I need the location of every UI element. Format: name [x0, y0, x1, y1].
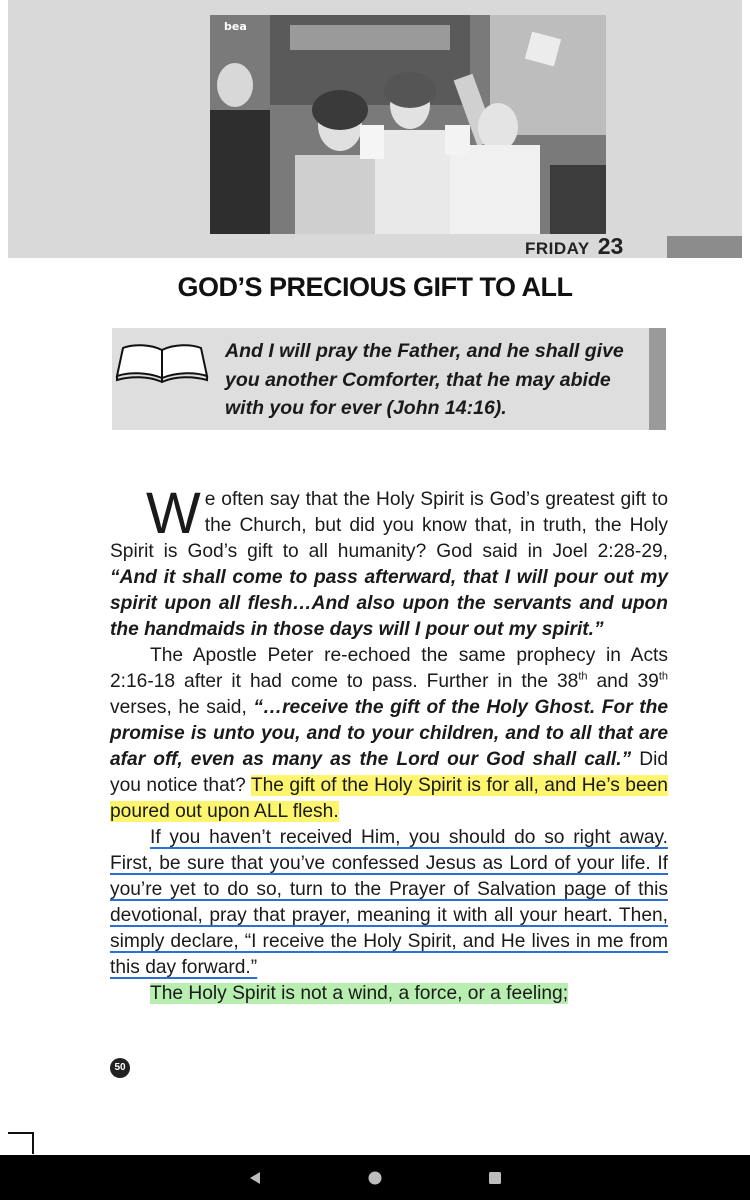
publisher-logo: bea	[224, 20, 247, 33]
date-label	[525, 233, 623, 263]
joel-quote: “And it shall come to pass afterward, that I will pour out my spirit upon all flesh…And also upon the servants and upon the handmaids in those days will I pour out my spirit.”	[110, 567, 668, 640]
crop-mark-bottom-vertical	[32, 1132, 34, 1154]
date-tab-bar	[667, 236, 742, 258]
header-photo	[210, 15, 606, 234]
drop-cap: W	[146, 481, 201, 546]
paragraph-2-text-b: and 39	[587, 671, 659, 692]
superscript-th: th	[578, 670, 588, 683]
day-number: 23	[597, 233, 624, 259]
scripture-verse: And I will pray the Father, and he shall give you another Comforter, that he may abide with you for ever (John 14:16).	[225, 340, 624, 419]
android-navigation-bar	[0, 1155, 750, 1200]
page-number-badge: 50	[110, 1058, 130, 1078]
verse-box-accent-bar	[649, 328, 666, 430]
nav-back-button[interactable]	[225, 1155, 285, 1200]
paragraph-3	[110, 825, 668, 981]
devotional-body	[110, 481, 669, 1007]
square-recents-icon	[487, 1170, 503, 1186]
green-highlight[interactable]: The Holy Spirit is not a wind, a force, or a feeling;	[150, 983, 569, 1004]
paragraph-2-text-d: Did you notice that?	[110, 749, 669, 796]
circle-home-icon	[367, 1170, 383, 1186]
day-name: FRIDAY	[525, 239, 590, 258]
paragraph-2-text-c: verses, he said,	[110, 697, 254, 718]
triangle-back-icon	[247, 1170, 263, 1186]
yellow-highlight[interactable]: The gift of the Holy Spirit is for all, and He’s been poured out upon ALL flesh.	[110, 775, 668, 822]
paragraph-1-text: e often say that the Holy Spirit is God’s greatest gift to the Church, but did you know that, in truth, the Holy Spirit is God’s gift to all humanity? God said in Joel 2:28-29,	[110, 489, 668, 562]
crop-mark-bottom-horizontal	[8, 1132, 34, 1134]
paragraph-4	[110, 981, 668, 1007]
blue-underlined-text[interactable]: If you haven’t received Him, you should do so right away. First, be sure that you’ve confessed Jesus as Lord of your life. If you’re yet to do so, turn to the Prayer of Salvation page of this devotional, pray that prayer, meaning it with all your heart. Then, simply declare, “I receive the Holy Spirit, and He lives in me from this day forward.”	[110, 827, 668, 978]
paragraph-1	[110, 481, 668, 643]
crowd-photo-illustration	[210, 15, 606, 234]
acts-quote: “…receive the gift of the Holy Ghost. For the promise is unto you, and to your children, and to all that are afar off, even as many as the Lord our God shall call.”	[110, 697, 668, 770]
page-title: GOD’S PRECIOUS GIFT TO ALL	[177, 272, 573, 302]
superscript-th: th	[658, 670, 668, 683]
paragraph-2-text-a: The Apostle Peter re-echoed the same prophecy in Acts 2:16-18 after it had come to pass. Further in the 38	[110, 645, 668, 692]
paragraph-2	[110, 643, 668, 825]
nav-recents-button[interactable]	[465, 1155, 525, 1200]
open-bible-icon	[115, 340, 210, 385]
nav-home-button[interactable]	[345, 1155, 405, 1200]
